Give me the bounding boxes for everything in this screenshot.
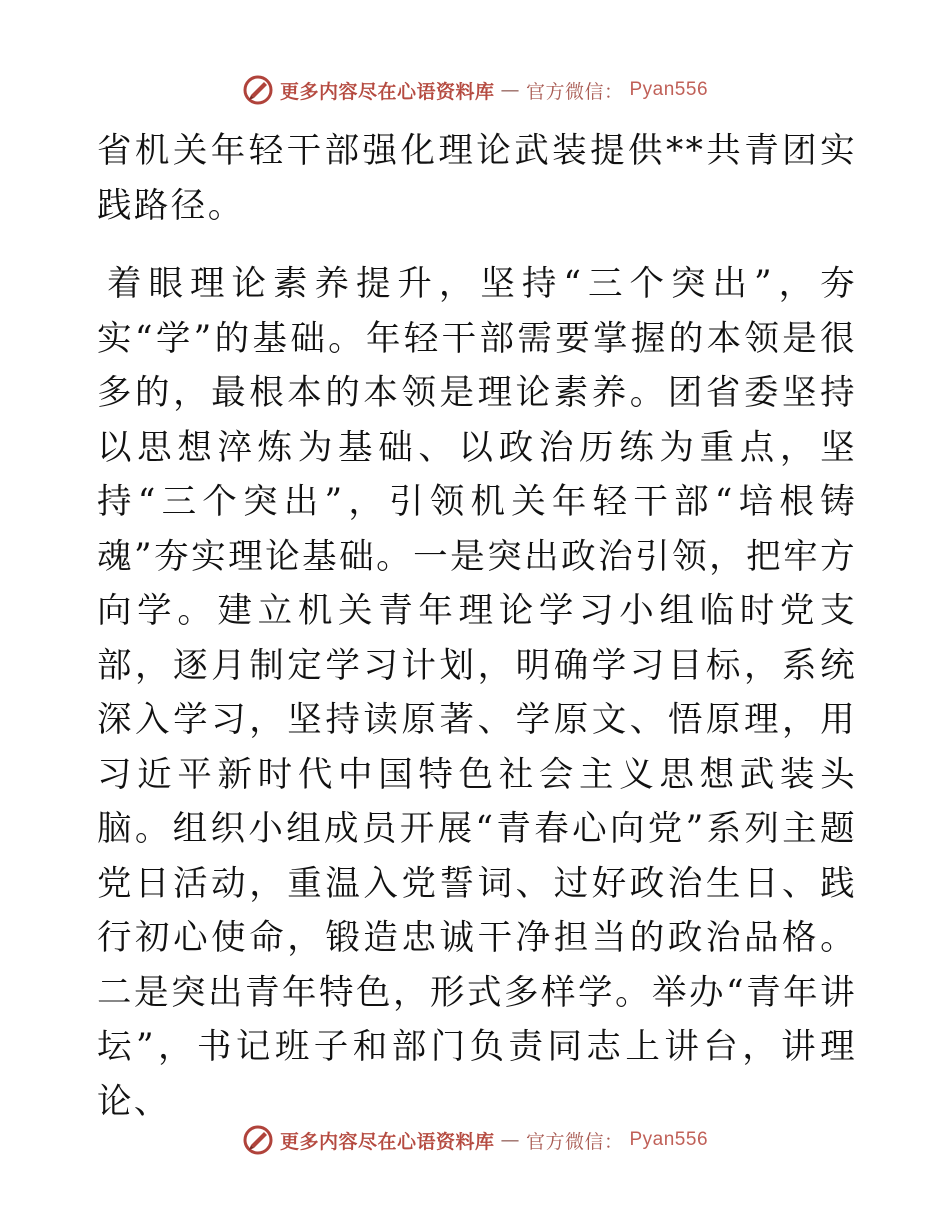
pen-logo-icon xyxy=(242,74,274,106)
watermark-contact-id: Pyan556 xyxy=(629,79,709,100)
footer-watermark xyxy=(0,1124,950,1156)
header-watermark xyxy=(0,74,950,106)
pen-logo-icon xyxy=(242,1124,274,1156)
watermark-contact-id: Pyan556 xyxy=(629,1129,709,1150)
paragraph: 着眼理论素养提升，坚持“三个突出”，夯实“学”的基础。年轻干部需要掌握的本领是很多的，最根本的本领是理论素养。团省委坚持以思想淬炼为基础、以政治历练为重点，坚持“三个突出”，引领机关年轻干部“培根铸魂”夯实理论基础。一是突出政治引领，把牢方向学。建立机关青年理论学习小组临时党支部，逐月制定学习计划，明确学习目标，系统深入学习，坚持读原著、学原文、悟原理，用习近平新时代中国特色社会主义思想武装头脑。组织小组成员开展“青春心向党”系列主题党日活动，重温入党誓词、过好政治生日、践行初心使命，锻造忠诚干净担当的政治品格。二是突出青年特色，形式多样学。举办“青年讲坛”，书记班子和部门负责同志上讲台，讲理论、 xyxy=(97,264,857,1122)
watermark-separator: — xyxy=(500,1129,520,1151)
watermark-separator: — xyxy=(500,79,520,101)
watermark-brand: 更多内容尽在心语资料库 xyxy=(279,80,495,103)
watermark-brand: 更多内容尽在心语资料库 xyxy=(279,1130,495,1153)
watermark-contact-label: 官方微信： xyxy=(525,80,624,103)
watermark-contact-label: 官方微信： xyxy=(525,1130,624,1153)
paragraph: 省机关年轻干部强化理论武装提供**共青团实践路径。 xyxy=(97,131,857,226)
document-body xyxy=(97,124,857,1129)
